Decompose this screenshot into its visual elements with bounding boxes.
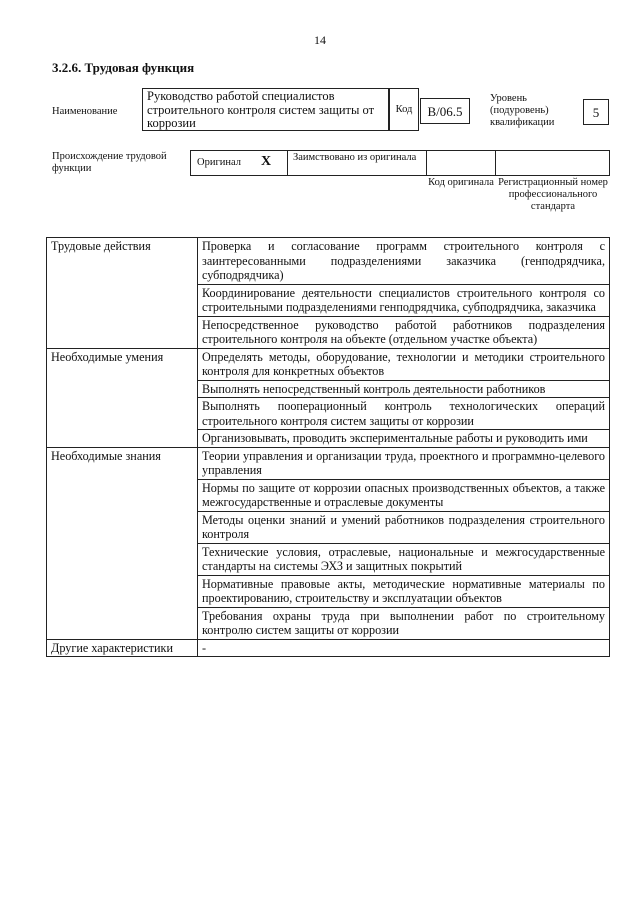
page-number: 14 [314,33,326,47]
item-cell: Методы оценки знаний и умений работников подразделения строительного контроля [198,511,610,543]
level-value: 5 [583,99,609,125]
section-title: 3.2.6. Трудовая функция [52,60,195,75]
function-table-body [47,238,610,657]
original-label: Оригинал [197,157,241,168]
name-label: Наименование [52,106,118,117]
item-cell: Проверка и согласование программ строительного контроля с заинтересованными подразделениями заказчика (генподрядчика, субподрядчика) [198,238,610,285]
item-cell: Определять методы, оборудование, технологии и методики строительного контроля для конкретных объектов [198,348,610,380]
category-cell: Необходимые умения [47,348,198,447]
code-label: Код [395,104,413,115]
level-label: Уровень (подуровень) квалификации [490,93,555,128]
borrowed-cell [287,150,427,176]
reg-number-cell [495,150,610,176]
original-code-cell [426,150,496,176]
item-cell: Технические условия, отраслевые, национальные и межгосударственные стандарты на системы ЭХЗ и защитных покрытий [198,543,610,575]
original-cell [190,150,288,176]
item-cell: Выполнять непосредственный контроль деятельности работников [198,380,610,398]
table-row [47,639,610,657]
item-cell: Нормативные правовые акты, методические нормативные материалы по проектированию, строительству и эксплуатации объектов [198,575,610,607]
code-value: B/06.5 [420,98,470,124]
item-cell: Требования охраны труда при выполнении работ по строительному контролю систем защиты от коррозии [198,607,610,639]
table-row [47,238,610,285]
borrowed-label: Заимствовано из оригинала [293,152,417,163]
item-cell: Выполнять пооперационный контроль технологических операций строительного контроля систем защиты от коррозии [198,398,610,430]
origin-label: Происхождение трудовой функции [52,151,167,174]
category-cell: Другие характеристики [47,639,198,657]
item-cell: - [198,639,610,657]
category-cell: Необходимые знания [47,447,198,639]
code-label-cell [389,88,419,131]
function-table [46,237,610,657]
reg-caption: Регистрационный номер профессионального стандарта [498,177,608,212]
item-cell: Координирование деятельности специалистов строительного контроля со строительными подразделениями генподрядчика, субподрядчика, заказчика [198,284,610,316]
original-mark: X [261,154,272,169]
function-name-box: Руководство работой специалистов строительного контроля систем защиты от коррозии [142,88,389,131]
item-cell: Организовывать, проводить экспериментальные работы и руководить ими [198,430,610,448]
item-cell: Непосредственное руководство работой работников подразделения строительного контроля на объекте (отдельном участке объекта) [198,316,610,348]
code-caption: Код оригинала [428,177,494,188]
item-cell: Теории управления и организации труда, проектного и программно-целевого управления [198,447,610,479]
item-cell: Нормы по защите от коррозии опасных производственных объектов, а также межгосударственные и отраслевые документы [198,479,610,511]
table-row [47,348,610,380]
table-row [47,447,610,479]
category-cell: Трудовые действия [47,238,198,349]
